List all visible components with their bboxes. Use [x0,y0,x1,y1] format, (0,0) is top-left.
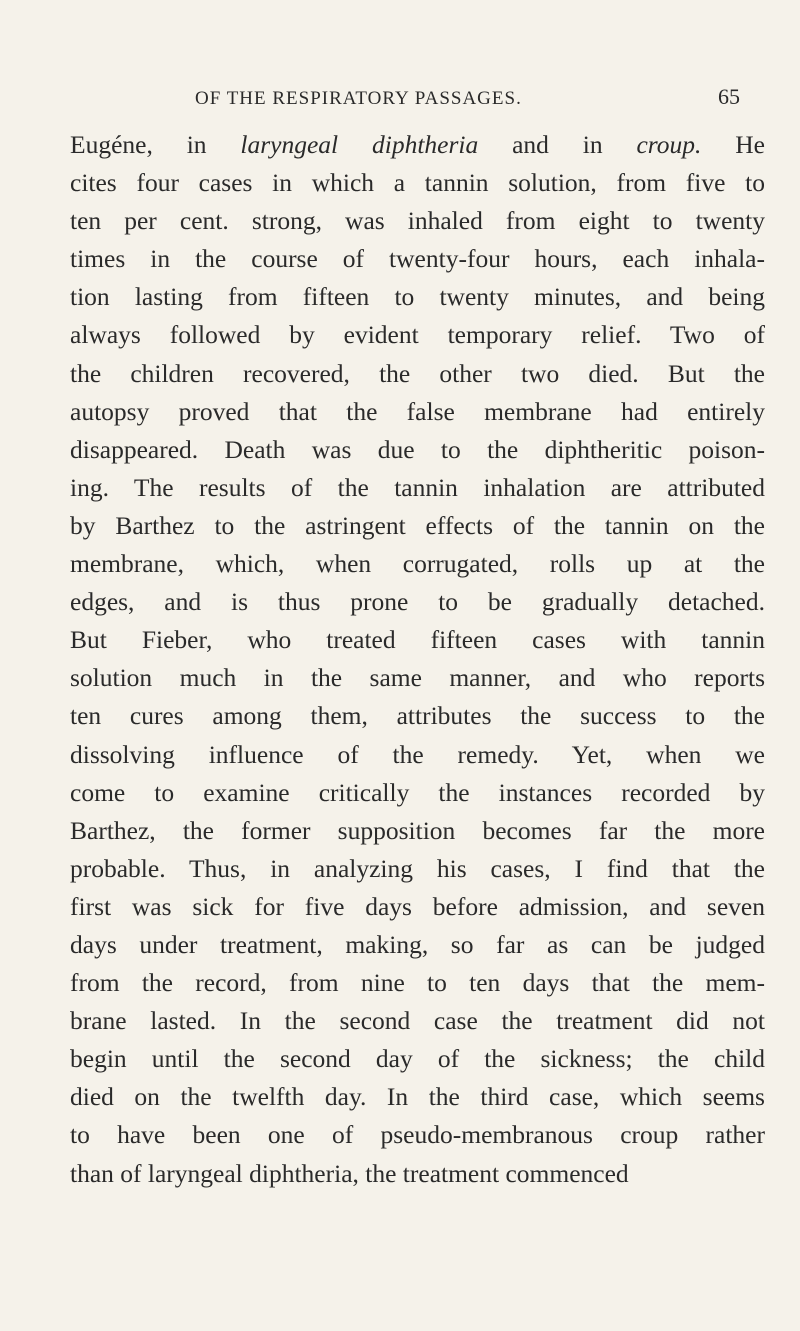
text-line: membrane, which, when corrugated, rolls up at the [70,549,765,579]
text-line: than of laryngeal diphtheria, the treatment commenced [70,1158,629,1188]
text-line: cites four cases in which a tannin solution, from five to [70,168,765,198]
text-line: always followed by evident temporary relief. Two of [70,320,765,350]
text-line: died on the twelfth day. In the third case, which seems [70,1082,765,1112]
text-line: disappeared. Death was due to the diphtheritic poison- [70,434,765,464]
text-line: from the record, from nine to ten days that the mem- [70,968,765,998]
text-line: the children recovered, the other two died. But the [70,358,765,388]
text-line: autopsy proved that the false membrane had entirely [70,396,765,426]
page-number: 65 [718,84,740,109]
text-line: by Barthez to the astringent effects of the tannin on the [70,510,765,540]
text-line: Barthez, the former supposition becomes far the more [70,815,765,845]
italic-term: croup. [636,130,702,159]
text-line: edges, and is thus prone to be gradually detached. [70,587,765,617]
text-line: ten per cent. strong, was inhaled from eight to twenty [70,206,765,236]
text-line: begin until the second day of the sickness; the child [70,1044,765,1074]
text-line: dissolving influence of the remedy. Yet, when we [70,739,765,769]
text-line: to have been one of pseudo-membranous croup rather [70,1120,765,1150]
italic-term: laryngeal diphtheria [240,130,479,159]
text-line: first was sick for five days before admission, and seven [70,891,765,921]
text-line: times in the course of twenty-four hours, each inhala- [70,244,765,274]
text-line: But Fieber, who treated fifteen cases with tannin [70,625,765,655]
text-line: ten cures among them, attributes the success to the [70,701,765,731]
text-line: probable. Thus, in analyzing his cases, I find that the [70,853,765,883]
text-line: come to examine critically the instances recorded by [70,777,765,807]
text-line: brane lasted. In the second case the treatment did not [70,1006,765,1036]
text-line: tion lasting from fifteen to twenty minutes, and being [70,282,765,312]
text-line: days under treatment, making, so far as can be judged [70,929,765,959]
running-head: OF THE RESPIRATORY PASSAGES. [195,88,522,109]
text-line: Eugéne, in laryngeal diphtheria and in croup. He [70,130,765,159]
text-line: ing. The results of the tannin inhalation are attributed [70,472,765,502]
body-text [70,126,765,1193]
text-line: solution much in the same manner, and who reports [70,663,765,693]
